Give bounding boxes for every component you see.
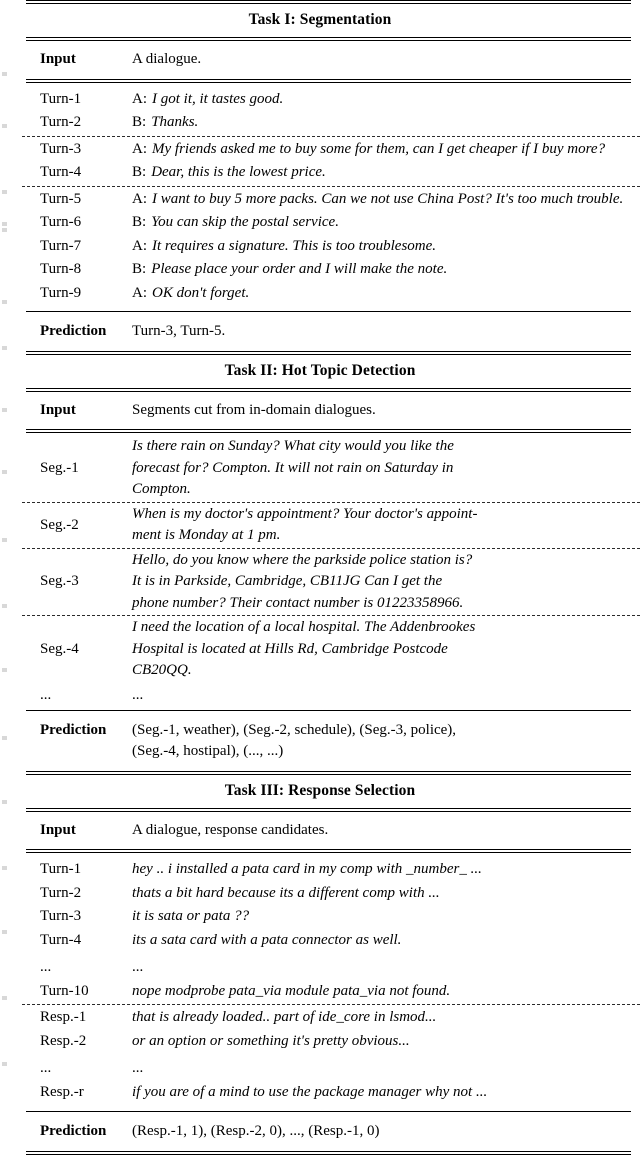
table-row	[0, 550, 640, 615]
row-value: its a sata card with a pata connector as well.	[132, 931, 402, 948]
row-value	[132, 139, 640, 161]
table-row	[0, 1030, 640, 1054]
segment-line: CB20QQ.	[132, 662, 192, 678]
row-label: Turn-9	[40, 284, 82, 301]
row-label: Turn-4	[40, 164, 82, 180]
table-row	[0, 211, 640, 235]
segment-line: phone number? Their contact number is 01223358966.	[132, 594, 464, 611]
table-row	[0, 258, 640, 282]
row-label	[0, 1082, 132, 1104]
table-row-ellipsis	[0, 956, 640, 980]
segment-line: I need the location of a local hospital. The Addenbrookes	[132, 619, 476, 635]
section-rule	[0, 771, 640, 775]
segment-text	[132, 550, 640, 615]
speaker-tag: A:	[132, 237, 147, 254]
input-value: Segments cut from in-domain dialogues.	[132, 401, 376, 418]
row-label: Turn-5	[40, 190, 82, 207]
row-value	[132, 259, 640, 281]
row-label: Turn-1	[40, 861, 82, 877]
row-value	[132, 89, 640, 111]
table-row	[0, 436, 640, 501]
row-value: ...	[132, 686, 144, 703]
utterance-text: Dear, this is the lowest price.	[151, 164, 326, 180]
row-label: Turn-8	[40, 261, 82, 277]
table-row	[0, 858, 640, 882]
input-label: Input	[40, 51, 76, 67]
row-label: Seg.-3	[40, 573, 79, 590]
table-row	[0, 905, 640, 929]
segment-boundary-dashed-rule	[0, 501, 640, 504]
section-rule	[0, 429, 640, 433]
prediction-value: (Resp.-1, 1), (Resp.-2, 0), ..., (Resp.-1, 0)	[132, 1123, 380, 1139]
segment-line: It is in Parkside, Cambridge, CB11JG Can I get the	[132, 573, 443, 589]
row-label: Turn-4	[40, 931, 82, 948]
table-row	[0, 882, 640, 906]
row-label: ...	[40, 686, 52, 703]
prediction-row-task-1	[0, 313, 640, 351]
row-value: that is already loaded.. part of ide_core in lsmod...	[132, 1009, 437, 1025]
row-label: Turn-1	[40, 90, 82, 107]
section-rule	[0, 37, 640, 41]
segment-line: Is there rain on Sunday? What city would you like the	[132, 438, 454, 454]
row-label: Seg.-1	[40, 459, 79, 476]
row-label: ...	[40, 959, 52, 975]
prediction-label: Prediction	[40, 1123, 107, 1139]
prediction-label: Prediction	[40, 323, 107, 339]
table-row	[0, 88, 640, 112]
utterance-text: My friends asked me to buy some for them, can I get cheaper if I buy more?	[152, 140, 606, 157]
prediction-top-rule	[0, 1111, 640, 1113]
speaker-tag: B:	[132, 214, 147, 230]
speaker-tag: A:	[132, 284, 147, 301]
table-row	[0, 1081, 640, 1105]
utterance-text: Thanks.	[151, 114, 199, 130]
prediction-value: Turn-3, Turn-5.	[132, 323, 226, 339]
row-value: ...	[132, 1060, 144, 1076]
prediction-row-task-3	[0, 1113, 640, 1151]
row-label-text: Resp.-r	[40, 1083, 84, 1100]
row-label: Seg.-2	[40, 516, 79, 533]
row-value: thats a bit hard because its a different comp with ...	[132, 884, 440, 901]
row-label: Turn-3	[40, 140, 82, 157]
segment-boundary-dashed-rule	[0, 135, 640, 138]
prediction-line: (Seg.-1, weather), (Seg.-2, schedule), (Seg.-3, police),	[132, 721, 457, 738]
segment-line: Hello, do you know where the parkside police station is?	[132, 551, 473, 568]
utterance-text: OK don't forget.	[152, 284, 250, 301]
utterance-text: You can skip the postal service.	[151, 214, 339, 230]
prediction-top-rule	[0, 311, 640, 313]
row-value	[132, 162, 640, 184]
table-top-rule	[0, 0, 640, 4]
utterance-text: I want to buy 5 more packs. Can we not use China Post? It's too much trouble.	[152, 190, 624, 207]
segment-line: forecast for? Compton. It will not rain on Saturday in	[132, 459, 454, 476]
section-title-task-3: Task III: Response Selection	[224, 781, 416, 799]
segment-text	[132, 617, 640, 682]
row-label: Turn-2	[40, 114, 82, 130]
input-value: A dialogue.	[132, 51, 202, 67]
input-row-task-1	[0, 41, 640, 79]
utterance-text: Please place your order and I will make the note.	[151, 261, 448, 277]
speaker-tag: A:	[132, 190, 147, 207]
input-label: Input	[40, 401, 76, 418]
row-label: ...	[40, 1060, 52, 1076]
table-row-ellipsis	[0, 687, 640, 704]
segment-line: Compton.	[132, 481, 191, 497]
speaker-tag: B:	[132, 164, 147, 180]
row-value: it is sata or pata ??	[132, 908, 250, 924]
input-label: Input	[40, 821, 76, 838]
segment-boundary-dashed-rule	[0, 614, 640, 617]
speaker-tag: A:	[132, 140, 147, 157]
row-value	[132, 112, 640, 134]
prediction-label: Prediction	[40, 721, 107, 738]
speaker-tag: A:	[132, 90, 147, 107]
table-row	[0, 235, 640, 259]
row-label: Turn-10	[40, 982, 89, 999]
prediction-top-rule	[0, 710, 640, 712]
table-row	[0, 980, 640, 1004]
row-label: Resp.-2	[40, 1032, 87, 1049]
section-rule	[0, 351, 640, 355]
table-row	[0, 282, 640, 306]
section-title-task-2: Task II: Hot Topic Detection	[224, 361, 416, 379]
input-row-task-3	[0, 812, 640, 850]
input-row-task-2	[0, 392, 640, 430]
row-value	[132, 189, 640, 211]
segment-text	[132, 436, 640, 501]
table-row-ellipsis	[0, 1057, 640, 1081]
section-rule	[0, 808, 640, 812]
prediction-row-task-2	[0, 712, 640, 771]
row-label: Seg.-4	[40, 640, 79, 657]
table-row	[0, 1006, 640, 1030]
table-bottom-rule	[0, 1151, 640, 1155]
segment-text	[132, 504, 640, 547]
table-row	[0, 617, 640, 682]
speaker-tag: B:	[132, 261, 147, 277]
row-value	[132, 236, 640, 258]
section-rule	[0, 388, 640, 392]
segment-boundary-dashed-rule	[0, 185, 640, 188]
segment-boundary-dashed-rule	[0, 1003, 640, 1006]
segment-line: When is my doctor's appointment? Your doctor's appoint-	[132, 505, 478, 522]
segment-line: Hospital is located at Hills Rd, Cambridge Postcode	[132, 640, 448, 657]
row-value: hey .. i installed a pata card in my comp with _number_ ...	[132, 861, 482, 877]
section-title-task-1: Task I: Segmentation	[248, 11, 392, 28]
utterance-text: I got it, it tastes good.	[152, 90, 284, 107]
table-row	[0, 138, 640, 162]
table-row	[0, 504, 640, 547]
row-label: Turn-7	[40, 237, 82, 254]
section-rule	[0, 79, 640, 83]
row-label: Turn-2	[40, 884, 82, 901]
table-row	[0, 188, 640, 212]
row-label: Resp.-1	[40, 1009, 87, 1025]
segment-boundary-dashed-rule	[0, 547, 640, 550]
table-row	[0, 111, 640, 135]
row-label: Turn-6	[40, 214, 82, 230]
speaker-tag: B:	[132, 114, 147, 130]
row-value	[132, 283, 640, 305]
table-row	[0, 929, 640, 953]
section-rule	[0, 849, 640, 853]
row-value: nope modprobe pata_via module pata_via not found.	[132, 982, 451, 999]
row-value	[132, 212, 640, 234]
row-value: ...	[132, 959, 144, 975]
row-value: if you are of a mind to use the package manager why not ...	[132, 1083, 488, 1100]
table-row	[0, 161, 640, 185]
prediction-line: (Seg.-4, hostipal), (..., ...)	[132, 743, 284, 759]
row-value: or an option or something it's pretty obvious...	[132, 1032, 410, 1049]
segment-line: ment is Monday at 1 pm.	[132, 527, 281, 543]
row-label: Turn-3	[40, 908, 82, 924]
utterance-text: It requires a signature. This is too troublesome.	[152, 237, 437, 254]
input-value: A dialogue, response candidates.	[132, 821, 329, 838]
prediction-value	[132, 720, 640, 763]
